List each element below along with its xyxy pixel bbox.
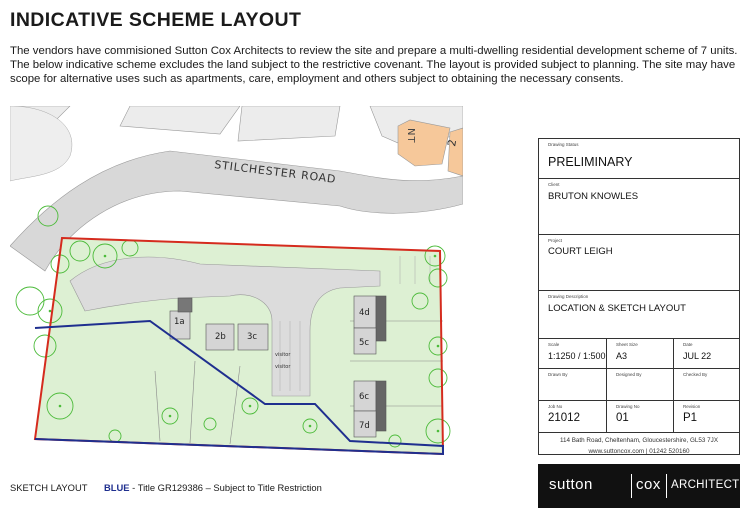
job-value: 21012 <box>548 412 580 424</box>
sheet-value: A3 <box>616 351 628 361</box>
status-row <box>539 139 739 179</box>
scale-value: 1:1250 / 1:500 <box>548 351 606 361</box>
status-value: PRELIMINARY <box>548 155 633 169</box>
visitor-label-1: visitor <box>275 352 291 358</box>
scale-label: Scale <box>548 342 560 347</box>
description-row <box>539 291 739 339</box>
description-label: Drawing Description <box>548 294 589 299</box>
job-label: Job No <box>548 404 563 409</box>
people-row <box>539 369 739 401</box>
date-value: JUL 22 <box>683 351 712 361</box>
title-block <box>538 138 740 455</box>
blue-boundary-caption <box>104 482 322 493</box>
logo-sutton: sutton <box>549 476 593 493</box>
client-label: Client <box>548 182 560 187</box>
logo-architects: ARCHITECTS <box>671 479 748 491</box>
building-number: 2 <box>445 138 460 148</box>
revision-value: P1 <box>683 412 698 424</box>
description-value: LOCATION & SKETCH LAYOUT <box>548 303 686 314</box>
job-row <box>539 401 739 433</box>
sheet-label: Sheet Size <box>616 342 638 347</box>
neighbour-buildings <box>10 106 463 146</box>
architects-logo <box>538 464 748 508</box>
sketch-layout-caption: SKETCH LAYOUT <box>10 482 88 493</box>
intro-paragraph: The vendors have commisioned Sutton Cox Architects to review the site and prepare a multi-dwelling residential development scheme of 7 units. The below indicative scheme excludes the land subject to the restrictive covenant. The layout is provided subject to planning. The site may have scope for alternative uses such as apartments, care, employment and others subject to obtaining the necessary consents. <box>10 45 738 85</box>
unit-2b: 2b <box>215 332 226 342</box>
revision-label: Revision <box>683 404 701 409</box>
site-plan <box>10 106 463 468</box>
road-label-partial: NT <box>405 128 416 144</box>
blue-label: BLUE <box>104 482 130 493</box>
contact-line: www.suttoncox.com | 01242 520160 <box>588 448 690 455</box>
drawing-label: Drawing No <box>616 404 640 409</box>
drawn-label: Drawn By <box>548 372 568 377</box>
checked-label: Checked By <box>683 372 708 377</box>
unit-3c: 3c <box>247 332 258 342</box>
unit-7d: 7d <box>359 421 370 431</box>
scale-row <box>539 339 739 369</box>
drawing-value: 01 <box>616 412 629 424</box>
unit-1a: 1a <box>174 317 185 327</box>
project-value: COURT LEIGH <box>548 246 613 257</box>
client-value: BRUTON KNOWLES <box>548 191 639 202</box>
logo-cox: cox <box>636 476 661 493</box>
date-label: Date <box>683 342 693 347</box>
visitor-label-2: visitor <box>275 364 291 370</box>
page-title: INDICATIVE SCHEME LAYOUT <box>10 9 302 31</box>
unit-4d: 4d <box>359 308 370 318</box>
practice-address <box>538 435 740 457</box>
logo-divider <box>631 474 632 498</box>
project-label: Project <box>548 238 563 243</box>
project-row <box>539 235 739 291</box>
unit-5c: 5c <box>359 338 370 348</box>
blue-text: - Title GR129386 – Subject to Title Restriction <box>129 482 322 493</box>
road-label: STILCHESTER ROAD <box>213 158 337 186</box>
status-label: Drawing Status <box>548 142 579 147</box>
client-row <box>539 179 739 235</box>
unit-6c: 6c <box>359 392 370 402</box>
logo-divider <box>666 474 667 498</box>
designed-label: Designed By <box>616 372 642 377</box>
address-line: 114 Bath Road, Cheltenham, Gloucestershire, GL53 7JX <box>559 437 719 444</box>
